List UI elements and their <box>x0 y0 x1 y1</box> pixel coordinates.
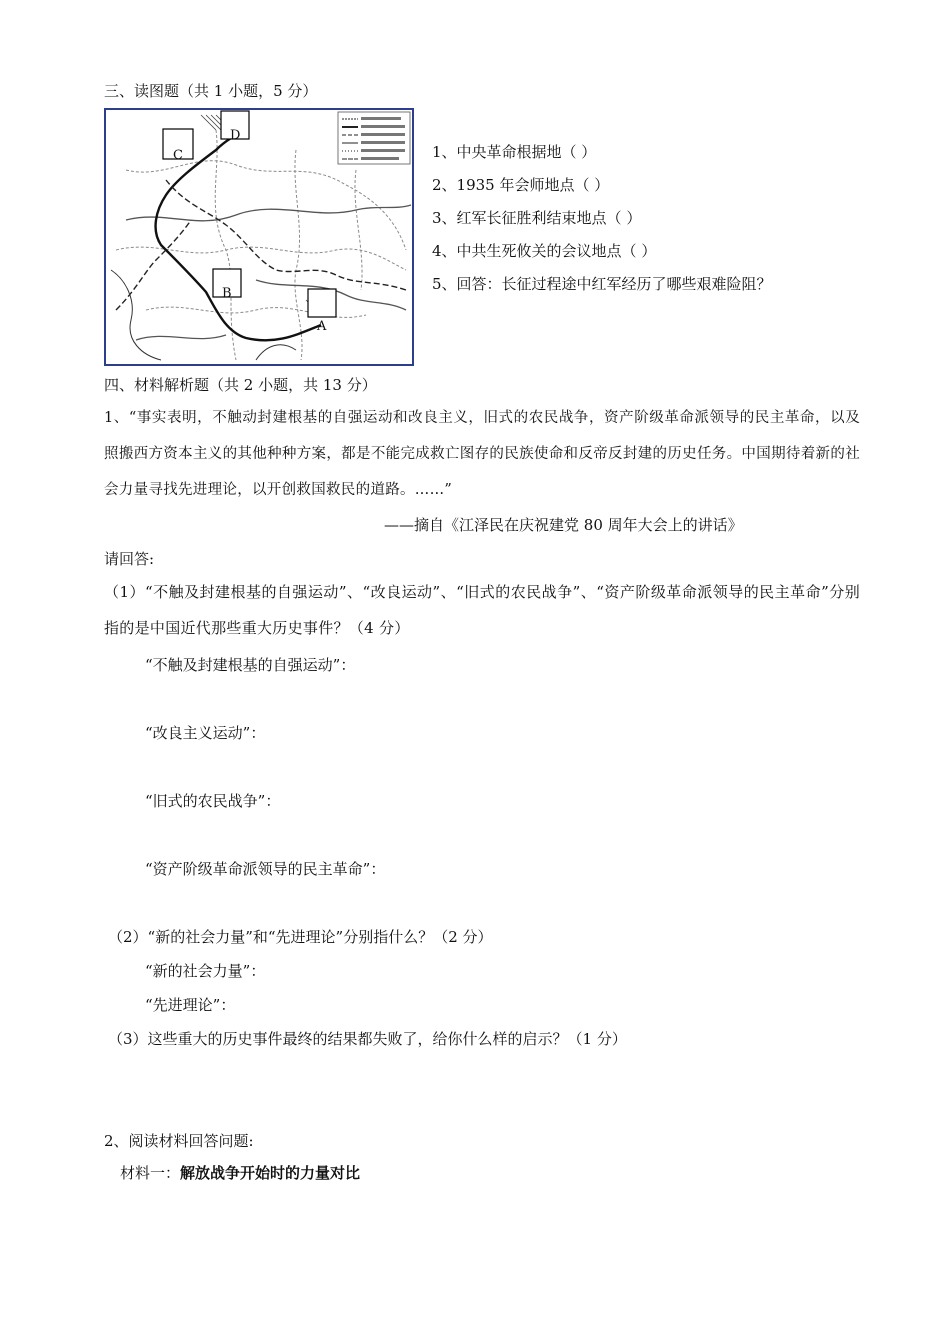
q1-source: ——摘自《江泽民在庆祝建党 80 周年大会上的讲话》 <box>384 516 743 534</box>
q2-title: 2、阅读材料回答问题: <box>104 1132 254 1150</box>
map-question-4: 4、中共生死攸关的会议地点（ ） <box>432 242 657 260</box>
map-label-a: A <box>317 319 327 334</box>
q2-material <box>120 1162 360 1183</box>
map-question-5: 5、回答：长征过程途中红军经历了哪些艰难险阻？ <box>432 275 772 293</box>
map-question-1: 1、中央革命根据地（ ） <box>432 143 597 161</box>
map-box-a <box>308 289 336 317</box>
q1-sub2: （2）“新的社会力量”和“先进理论”分别指什么？（2 分） <box>108 928 493 946</box>
material-label: 材料一： <box>120 1164 181 1182</box>
sub1-answer-4: “资产阶级革命派领导的民主革命”： <box>145 860 386 878</box>
sub1-answer-3: “旧式的农民战争”： <box>145 792 281 810</box>
section3-title: 三、读图题（共 1 小题，5 分） <box>104 82 318 100</box>
map-label-b: B <box>222 286 232 301</box>
sub1-answer-2: “改良主义运动”： <box>145 724 266 742</box>
map-question-3: 3、红军长征胜利结束地点（ ） <box>432 209 642 227</box>
map-question-2: 2、1935 年会师地点（ ） <box>432 176 610 194</box>
sub2-answer-1: “新的社会力量”： <box>145 962 266 980</box>
q1-quote: 1、“事实表明，不触动封建根基的自强运动和改良主义，旧式的农民战争，资产阶级革命派领导的民主革命，以及照搬西方资本主义的其他种种方案，都是不能完成救亡图存的民族使命和反帝反封建的历史任务。中国期待着新的社会力量寻找先进理论，以开创救国救民的道路。……” <box>104 410 860 498</box>
map-drawing <box>106 110 412 364</box>
q1-sub3: （3）这些重大的历史事件最终的结果都失败了，给你什么样的启示？（1 分） <box>108 1030 627 1048</box>
material-title: 解放战争开始时的力量对比 <box>180 1164 361 1182</box>
section4-title: 四、材料解析题（共 2 小题，共 13 分） <box>104 376 377 394</box>
long-march-map <box>104 108 414 366</box>
map-label-c: C <box>173 148 183 163</box>
sub1-answer-1: “不触及封建根基的自强运动”： <box>145 656 356 674</box>
sub2-answer-2: “先进理论”： <box>145 996 236 1014</box>
map-label-d: D <box>230 128 241 143</box>
q1-sub1: （1）“不触及封建根基的自强运动”、“改良运动”、“旧式的农民战争”、“资产阶级革命派领导的民主革命”分别指的是中国近代那些重大历史事件？（4 分） <box>104 583 860 637</box>
q1-prompt: 请回答: <box>104 550 155 568</box>
